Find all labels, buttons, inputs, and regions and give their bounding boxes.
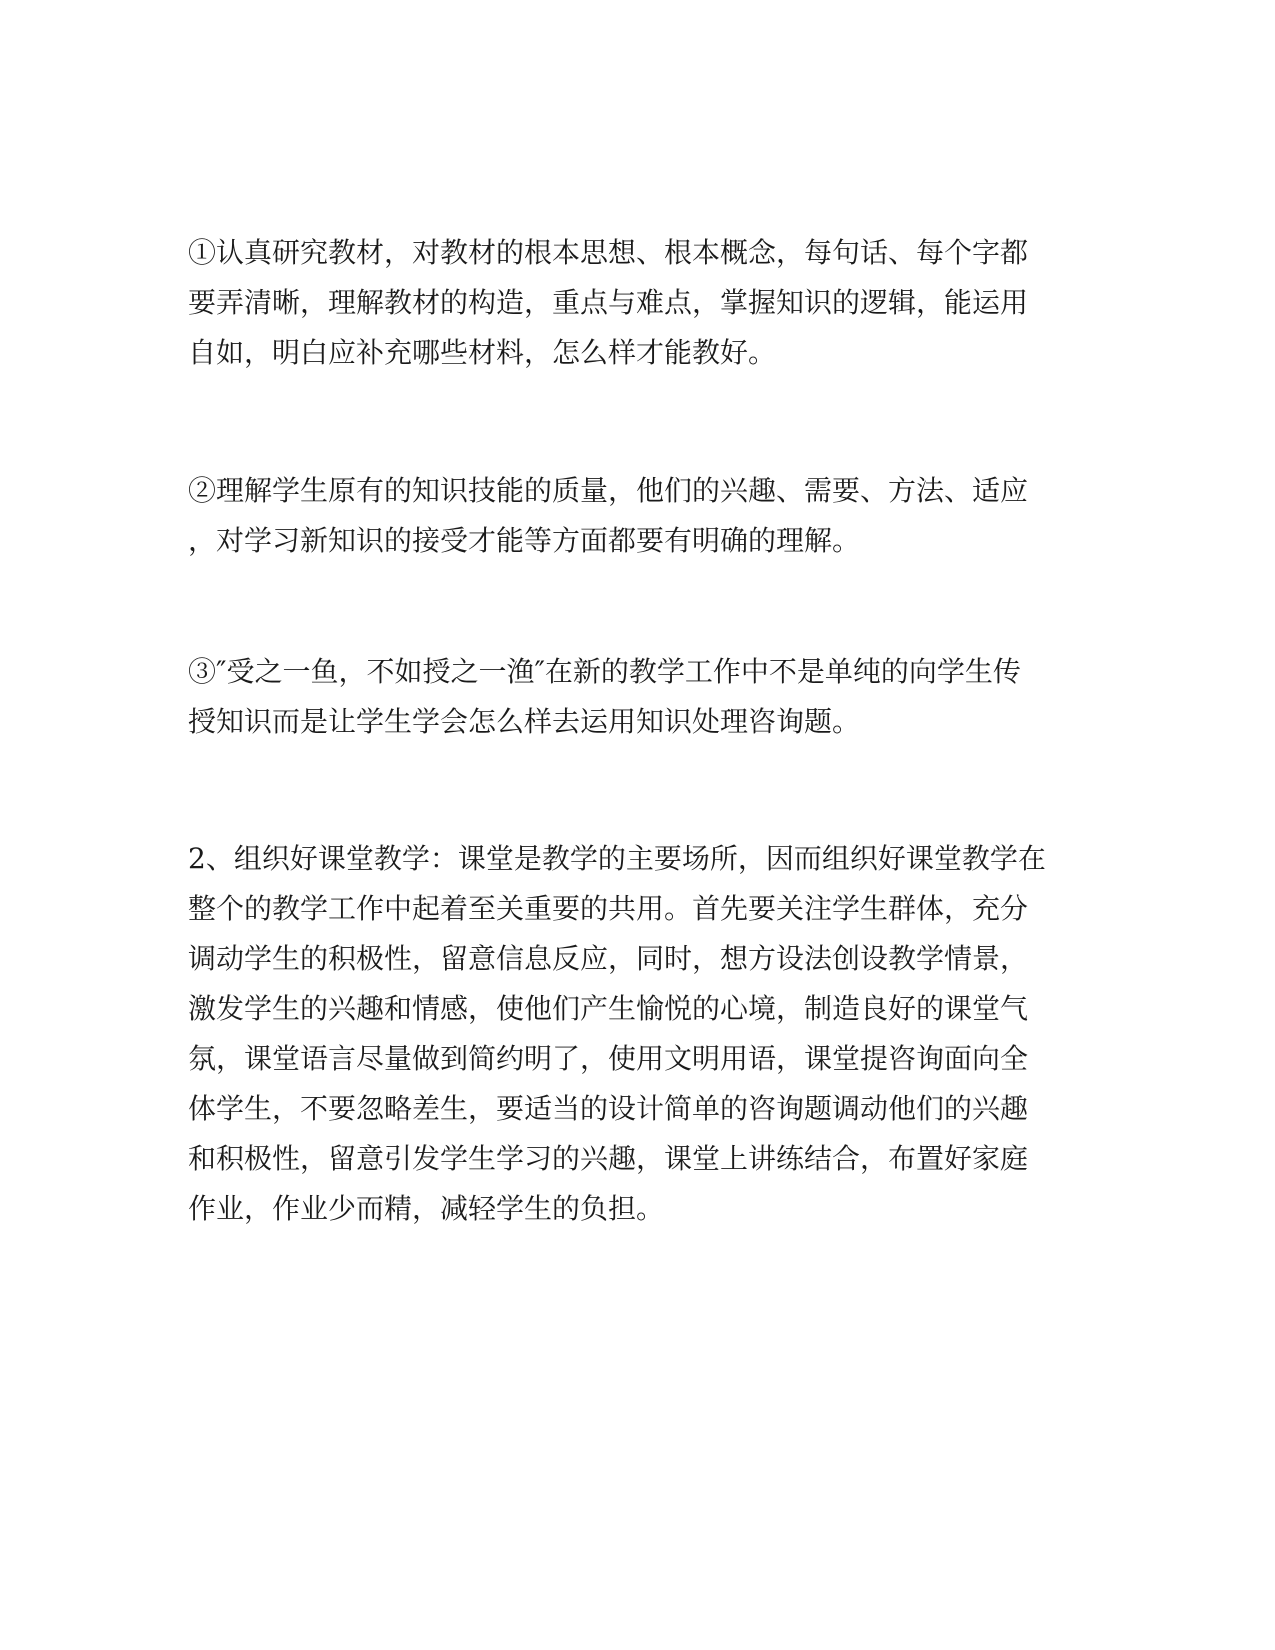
paragraph-spacer: [188, 378, 1088, 466]
text-line: 作业，作业少而精，减轻学生的负担。: [188, 1192, 665, 1225]
document-body: [188, 228, 1088, 1234]
text-line: 授知识而是让学生学会怎么样去运用知识处理咨询题。: [188, 705, 861, 738]
text-line: ①认真研究教材，对教材的根本思想、根本概念，每句话、每个字都: [188, 236, 1029, 269]
text-line: 和积极性，留意引发学生学习的兴趣，课堂上讲练结合，布置好家庭: [188, 1142, 1029, 1175]
paragraph-study-textbook: [188, 228, 1088, 378]
paragraph-teach-to-fish: [188, 647, 1088, 747]
text-line: ②理解学生原有的知识技能的质量，他们的兴趣、需要、方法、适应: [188, 474, 1029, 507]
text-line: 整个的教学工作中起着至关重要的共用。首先要关注学生群体，充分: [188, 892, 1029, 925]
text-line: 体学生，不要忽略差生，要适当的设计简单的咨询题调动他们的兴趣: [188, 1092, 1029, 1125]
text-line: 自如，明白应补充哪些材料，怎么样才能教好。: [188, 336, 777, 369]
text-line: ③″受之一鱼，不如授之一渔″在新的教学工作中不是单纯的向学生传: [188, 655, 1021, 688]
text-line: 2、组织好课堂教学：课堂是教学的主要场所，因而组织好课堂教学在: [188, 842, 1046, 875]
paragraph-spacer: [188, 747, 1088, 834]
text-line: 激发学生的兴趣和情感，使他们产生愉悦的心境，制造良好的课堂气: [188, 992, 1029, 1025]
text-line: 调动学生的积极性，留意信息反应，同时，想方设法创设教学情景，: [188, 942, 1029, 975]
paragraph-spacer: [188, 566, 1088, 647]
paragraph-understand-students: [188, 466, 1088, 566]
text-line: ，对学习新知识的接受才能等方面都要有明确的理解。: [188, 524, 861, 557]
paragraph-classroom-teaching: [188, 834, 1088, 1234]
text-line: 氛，课堂语言尽量做到简约明了，使用文明用语，课堂提咨询面向全: [188, 1042, 1029, 1075]
text-line: 要弄清晰，理解教材的构造，重点与难点，掌握知识的逻辑，能运用: [188, 286, 1029, 319]
